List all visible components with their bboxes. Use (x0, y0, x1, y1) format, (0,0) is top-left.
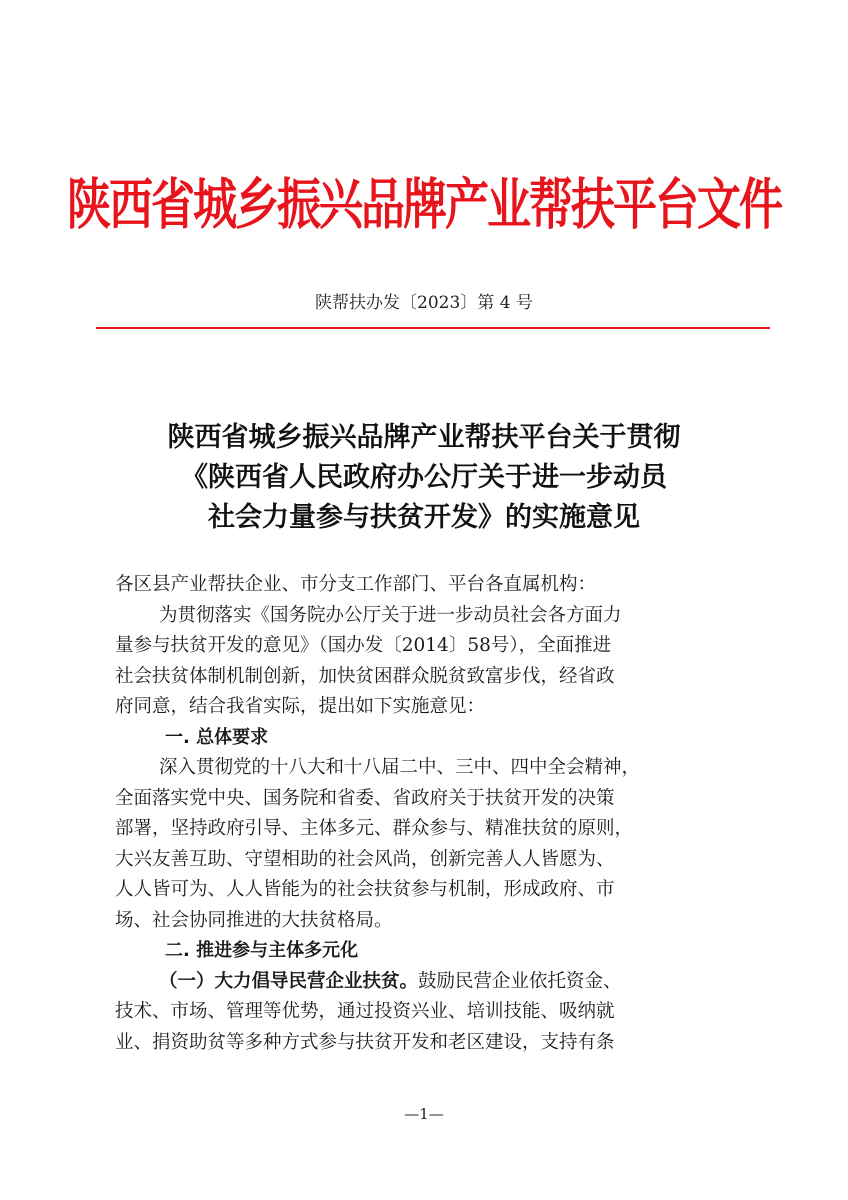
section-heading-1: 一. 总体要求 (165, 726, 269, 748)
paragraph-line: 场、社会协同推进的大扶贫格局。 (115, 909, 393, 931)
paragraph-line (115, 967, 735, 998)
masthead: 陕西省城乡振兴品牌产业帮扶平台文件 (67, 173, 781, 237)
item-label: （一）大力倡导民营企业扶贫。 (159, 970, 419, 992)
paragraph-line: 府同意，结合我省实际，提出如下实施意见： (115, 696, 486, 717)
red-divider (96, 327, 770, 329)
paragraph-line: 人人皆可为、人人皆能为的社会扶贫参与机制，形成政府、市 (115, 879, 615, 900)
paragraph-line: 为贯彻落实《国务院办公厅关于进一步动员社会各方面力 (159, 604, 622, 626)
page-number: —1— (404, 1105, 444, 1123)
item-text: 鼓励民营企业依托资金、 (418, 970, 622, 992)
paragraph-line: 量参与扶贫开发的意见》（国办发〔2014〕58号），全面推进 (115, 635, 612, 656)
addressee: 各区县产业帮扶企业、市分支工作部门、平台各直属机构： (115, 574, 597, 595)
document-body (115, 570, 735, 1058)
paragraph-line: 业、捐资助贫等多种方式参与扶贫开发和老区建设，支持有条 (115, 1031, 615, 1053)
title-line: 陕西省城乡振兴品牌产业帮扶平台关于贯彻 (167, 422, 681, 453)
title-line: 社会力量参与扶贫开发》的实施意见 (208, 502, 640, 533)
section2-item1-paragraph (115, 967, 735, 1059)
section1-paragraph (115, 753, 735, 936)
paragraph-line: 社会扶贫体制机制创新，加快贫困群众脱贫致富步伐，经省政 (115, 665, 615, 687)
section-heading-2: 二. 推进参与主体多元化 (165, 940, 359, 961)
title-line: 《陕西省人民政府办公厅关于进一步动员 (181, 462, 667, 493)
paragraph-line: 深入贯彻党的十八大和十八届二中、三中、四中全会精神， (159, 757, 641, 778)
paragraph-line: 大兴友善互助、守望相助的社会风尚，创新完善人人皆愿为、 (115, 848, 615, 870)
paragraph-line: 全面落实党中央、国务院和省委、省政府关于扶贫开发的决策 (115, 787, 615, 809)
document-title (90, 418, 758, 538)
paragraph-line: 部署，坚持政府引导、主体多元、群众参与、精准扶贫的原则， (115, 818, 634, 839)
paragraph-line: 技术、市场、管理等优势，通过投资兴业、培训技能、吸纳就 (115, 1001, 615, 1022)
document-number: 陕帮扶办发〔2023〕第 4 号 (315, 293, 533, 313)
intro-paragraph (115, 601, 735, 723)
